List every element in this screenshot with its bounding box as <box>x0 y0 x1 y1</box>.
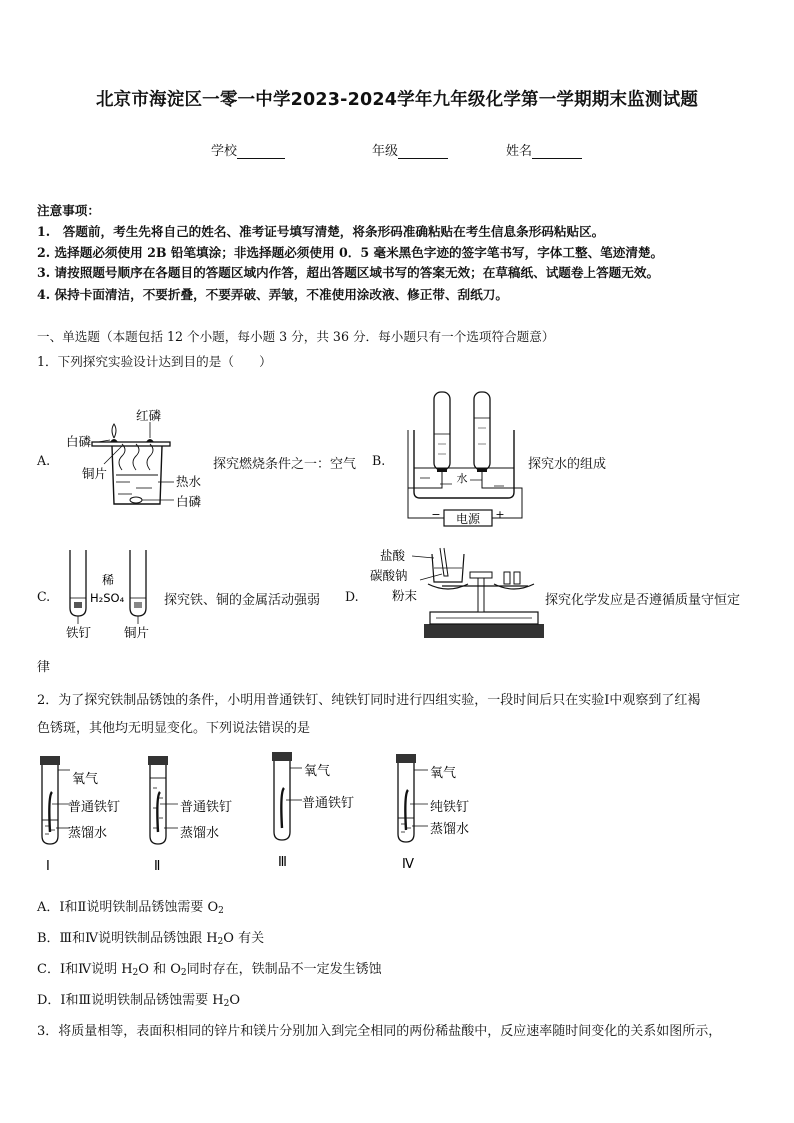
tube-4-label-nail: 纯铁钉 <box>430 800 470 815</box>
q1-a-diagram <box>60 400 210 512</box>
tube-3-label-oxygen: 氧气 <box>304 764 331 779</box>
school-label: 学校 <box>211 144 238 159</box>
q1-c-diagram <box>62 548 162 644</box>
tube-3-label-nail: 普通铁钉 <box>302 796 355 811</box>
q1-option-a-desc: 探究燃烧条件之一：空气 <box>213 457 357 472</box>
notice-heading: 注意事项： <box>37 203 100 218</box>
q1-c-label-copper: 铜片 <box>124 625 150 640</box>
q3-stem: 3．将质量相等，表面积相同的锌片和镁片分别加入到完全相同的两份稀盐酸中，反应速率随时间变化的关系如图所示， <box>37 1024 722 1039</box>
q1-d-diagram <box>372 544 544 642</box>
q1-a-label-copper: 铜片 <box>82 466 108 481</box>
q1-option-a-letter: A. <box>37 453 51 468</box>
q1-option-d-letter: D. <box>345 589 359 604</box>
q1-b-label-power: 电源 <box>455 512 481 526</box>
q2-option-d[interactable]: D．Ⅰ和Ⅲ说明铁制品锈蚀需要 $H_2O$ <box>37 993 240 1009</box>
q1-a-label-red-p: 红磷 <box>136 408 162 423</box>
notice-item-4: 4. 保持卡面清洁，不要折叠，不要弄破、弄皱，不准使用涂改液、修正带、刮纸刀。 <box>37 287 508 302</box>
q1-b-label-plus: + <box>495 508 505 521</box>
grade-field[interactable] <box>372 140 448 159</box>
q1-option-b-desc: 探究水的组成 <box>528 457 607 472</box>
grade-label: 年级 <box>372 144 399 159</box>
q1-c-label-acid: H₂SO₄ <box>90 591 125 605</box>
tube-1-roman: Ⅰ <box>46 859 50 874</box>
section-heading: 一、单选题（本题包括 12 个小题，每小题 3 分，共 36 分．每小题只有一个选项符合题意） <box>37 329 555 344</box>
q1-b-label-minus: − <box>431 508 441 521</box>
tube-1-label-nail: 普通铁钉 <box>68 800 121 815</box>
q1-option-d-desc: 探究化学发应是否遵循质量守恒定 <box>545 593 741 608</box>
q1-d-label-hcl: 盐酸 <box>380 548 406 563</box>
q1-c-label-dilute: 稀 <box>102 573 115 587</box>
tube-2-roman: Ⅱ <box>154 859 161 874</box>
q1-option-d-desc-cont: 律 <box>37 660 51 675</box>
q2-stem-line2: 色锈斑，其他均无明显变化。下列说法错误的是 <box>37 721 311 736</box>
tube-4-label-oxygen: 氧气 <box>430 766 457 781</box>
tube-2-label-water: 蒸馏水 <box>180 826 220 841</box>
tube-1-label-oxygen: 氧气 <box>72 772 99 787</box>
tube-1-label-water: 蒸馏水 <box>68 826 108 841</box>
tube-2-label-nail: 普通铁钉 <box>180 800 233 815</box>
q1-c-label-iron: 铁钉 <box>66 625 92 640</box>
tube-1 <box>40 756 120 874</box>
tube-3 <box>272 752 354 870</box>
q1-a-label-hot-water: 热水 <box>176 474 202 489</box>
tube-4-roman: Ⅳ <box>402 857 414 872</box>
q1-b-diagram <box>400 388 530 528</box>
q1-stem: 1．下列探究实验设计达到目的是（ ） <box>37 354 272 369</box>
q1-d-label-powder: 粉末 <box>392 588 418 603</box>
notice-item-2: 2. 选择题必须使用 2B 铅笔填涂；非选择题必须使用 0．5 毫米黑色字迹的签字笔书写，字体工整、笔迹清楚。 <box>37 245 664 260</box>
q1-a-label-white-p: 白磷 <box>66 434 92 449</box>
school-field[interactable] <box>211 140 285 159</box>
q1-b-label-water: 水 <box>456 472 468 485</box>
name-label: 姓名 <box>506 144 533 159</box>
q2-option-a[interactable]: A．Ⅰ和Ⅱ说明铁制品锈蚀需要 $O_2$ <box>37 900 224 916</box>
tube-4-label-water: 蒸馏水 <box>430 822 470 837</box>
q2-option-c[interactable]: C．Ⅰ和Ⅳ说明 $H_2O$ 和 $O_2$同时存在，铁制品不一定发生锈蚀 <box>37 962 382 978</box>
q1-option-b-letter: B. <box>372 453 386 468</box>
q1-a-label-white-p2: 白磷 <box>176 494 202 509</box>
q2-stem-line1: 2．为了探究铁制品锈蚀的条件，小明用普通铁钉、纯铁钉同时进行四组实验，一段时间后只在实验Ⅰ中观察到了红褐 <box>37 693 701 708</box>
tube-4 <box>396 754 469 872</box>
notice-item-3: 3. 请按照题号顺序在各题目的答题区域内作答，超出答题区域书写的答案无效；在草稿纸、试题卷上答题无效。 <box>37 265 660 280</box>
notice-item-1: 1. 答题前，考生先将自己的姓名、准考证号填写清楚，将条形码准确粘贴在考生信息条形码粘贴区。 <box>37 224 605 239</box>
q2-tubes-diagram <box>30 748 500 874</box>
q1-option-c-desc: 探究铁、铜的金属活动强弱 <box>164 593 321 608</box>
q2-option-b[interactable]: B．Ⅲ和Ⅳ说明铁制品锈蚀跟 $H_2O$ 有关 <box>37 931 265 947</box>
name-field[interactable] <box>506 140 582 159</box>
q1-option-c-letter: C. <box>37 589 51 604</box>
tube-2 <box>148 756 232 874</box>
tube-3-roman: Ⅲ <box>278 855 287 870</box>
q1-d-label-na2co3: 碳酸钠 <box>370 568 408 583</box>
page-title: 北京市海淀区一零一中学2023-2024学年九年级化学第一学期期末监测试题 <box>95 90 699 110</box>
